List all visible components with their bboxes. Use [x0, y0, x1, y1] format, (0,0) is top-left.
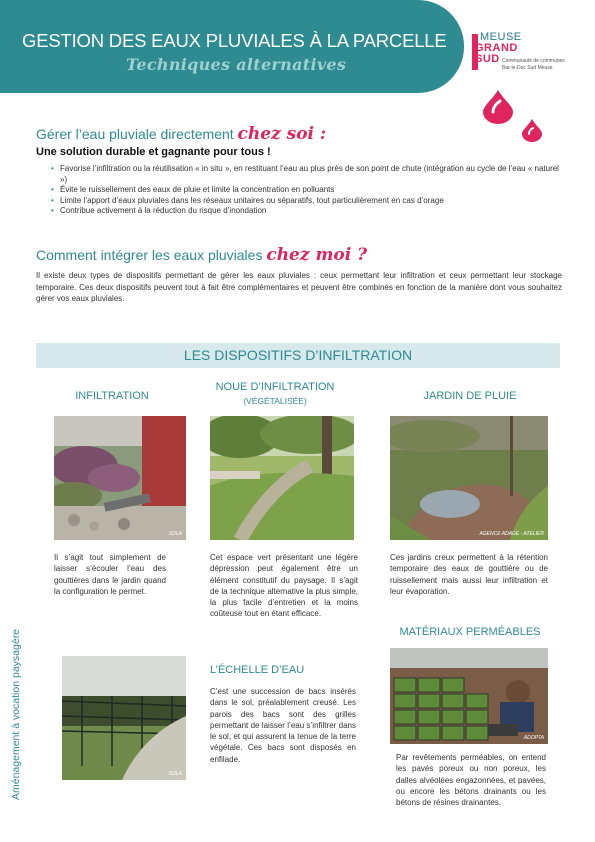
list-item: • Limite l’apport d’eaux pluviales dans les réseaux unitaires ou séparatifs, tout particulièrement en cas d’orage [52, 196, 560, 207]
jardin-photo-credit: AGENCE ADAGE - ATELIER [479, 531, 544, 537]
logo-tagline1: Communauté de communes [502, 58, 565, 64]
section1-heading [36, 124, 326, 144]
logo-line3: SUD [475, 53, 500, 65]
dispositifs-heading: LES DISPOSITIFS D’INFILTRATION [36, 343, 560, 368]
materiaux-text: Par revêtements perméables, on entend les pavés poreux ou non poreux, les dalles alvéolées engazonnées, et pavées, ou encore les bétons drainants ou les bétons de résines drainantes. [396, 753, 546, 808]
materiaux-photo [390, 648, 548, 744]
list-item: • Évite le ruissellement des eaux de pluie et limite la concentration en polluants [52, 185, 560, 196]
noue-title: NOUE D’INFILTRATION [215, 381, 335, 393]
section2-heading [36, 245, 367, 265]
materiaux-title: MATÉRIAUX PERMÉABLES [399, 626, 541, 638]
section1-heading-script: chez soi : [237, 124, 327, 144]
large-drop-icon [480, 88, 516, 124]
section2-heading-text: Comment intégrer les eaux pluviales [36, 247, 263, 263]
echelle-title: L’ÉCHELLE D’EAU [210, 664, 305, 676]
noue-photo [210, 416, 354, 540]
echelle-text: C’est une succession de bacs insérés dans le sol, préalablement creusé. Les parois des bacs sont des grilles permettant de laisser l’eau s’infiltrer dans le sol, et qui assurent la tenue de la terre végétale. Ces bacs sont disposés en enfilade. [210, 687, 356, 764]
materiaux-photo-credit: ADOPTA [523, 735, 544, 741]
section1-heading-text: Gérer l’eau pluviale directement [36, 126, 234, 142]
list-item: • Contribue activement à la réduction du risque d’inondation [52, 206, 560, 217]
header-banner [0, 0, 464, 93]
noue-text: Cet espace vert présentant une légère dépression peut également être un élément constitutif du paysage. Il s’agit de la technique alternative la plus simple, la plus facile d’entretien et la moins coûteuse tout en étant efficace. [210, 553, 358, 619]
logo-tagline2: Bar-le-Duc Sud Meuse [502, 65, 553, 71]
list-item: • Favorise l’infiltration ou la réutilisation « in situ », en restituant l’eau au plus près de son point de chute (intégration au cycle de l’eau « naturel ») [52, 164, 560, 185]
jardin-photo [390, 416, 548, 540]
section1-subheading: Une solution durable et gagnante pour tous ! [36, 146, 271, 158]
infiltration-title: INFILTRATION [75, 390, 149, 402]
infiltration-photo-credit: SOLA [168, 531, 182, 537]
logo-line2: GRAND [475, 42, 518, 54]
section2-text: Il existe deux types de dispositifs permettant de gérer les eaux pluviales : ceux permettant leur infiltration et ceux permettant leur stockage temporaire. Ces deux dispositifs peuvent tout à fait être complémentaires et peuvent être combinés en fonction de la manière dont vous souhaitez gérer vos eaux pluviales. [36, 271, 562, 303]
jardin-title: JARDIN DE PLUIE [423, 390, 517, 402]
page-subtitle: Techniques alternatives [126, 55, 347, 74]
echelle-photo-credit: SOLA [168, 771, 182, 777]
logo [472, 30, 582, 76]
section2-heading-script: chez moi ? [266, 245, 368, 265]
infiltration-text: Il s’agit tout simplement de laisser s’écouler l’eau des gouttières dans le jardin quand la configuration le permet. [54, 553, 166, 596]
echelle-photo [62, 656, 186, 780]
benefits-list [52, 164, 560, 217]
infiltration-photo [54, 416, 186, 540]
jardin-text: Ces jardins creux permettent à la rétention temporaire des eaux de gouttière ou de ruissellement mais aussi leur infiltration et leur évaporation. [390, 553, 548, 596]
vertical-label: Aménagement à vocation paysagère [10, 628, 22, 800]
small-drop-icon [520, 118, 544, 142]
logo-line1: MEUSE [480, 31, 522, 43]
page-title: GESTION DES EAUX PLUVIALES À LA PARCELLE [22, 30, 447, 51]
noue-subtitle: (VÉGÉTALISÉE) [243, 396, 307, 406]
